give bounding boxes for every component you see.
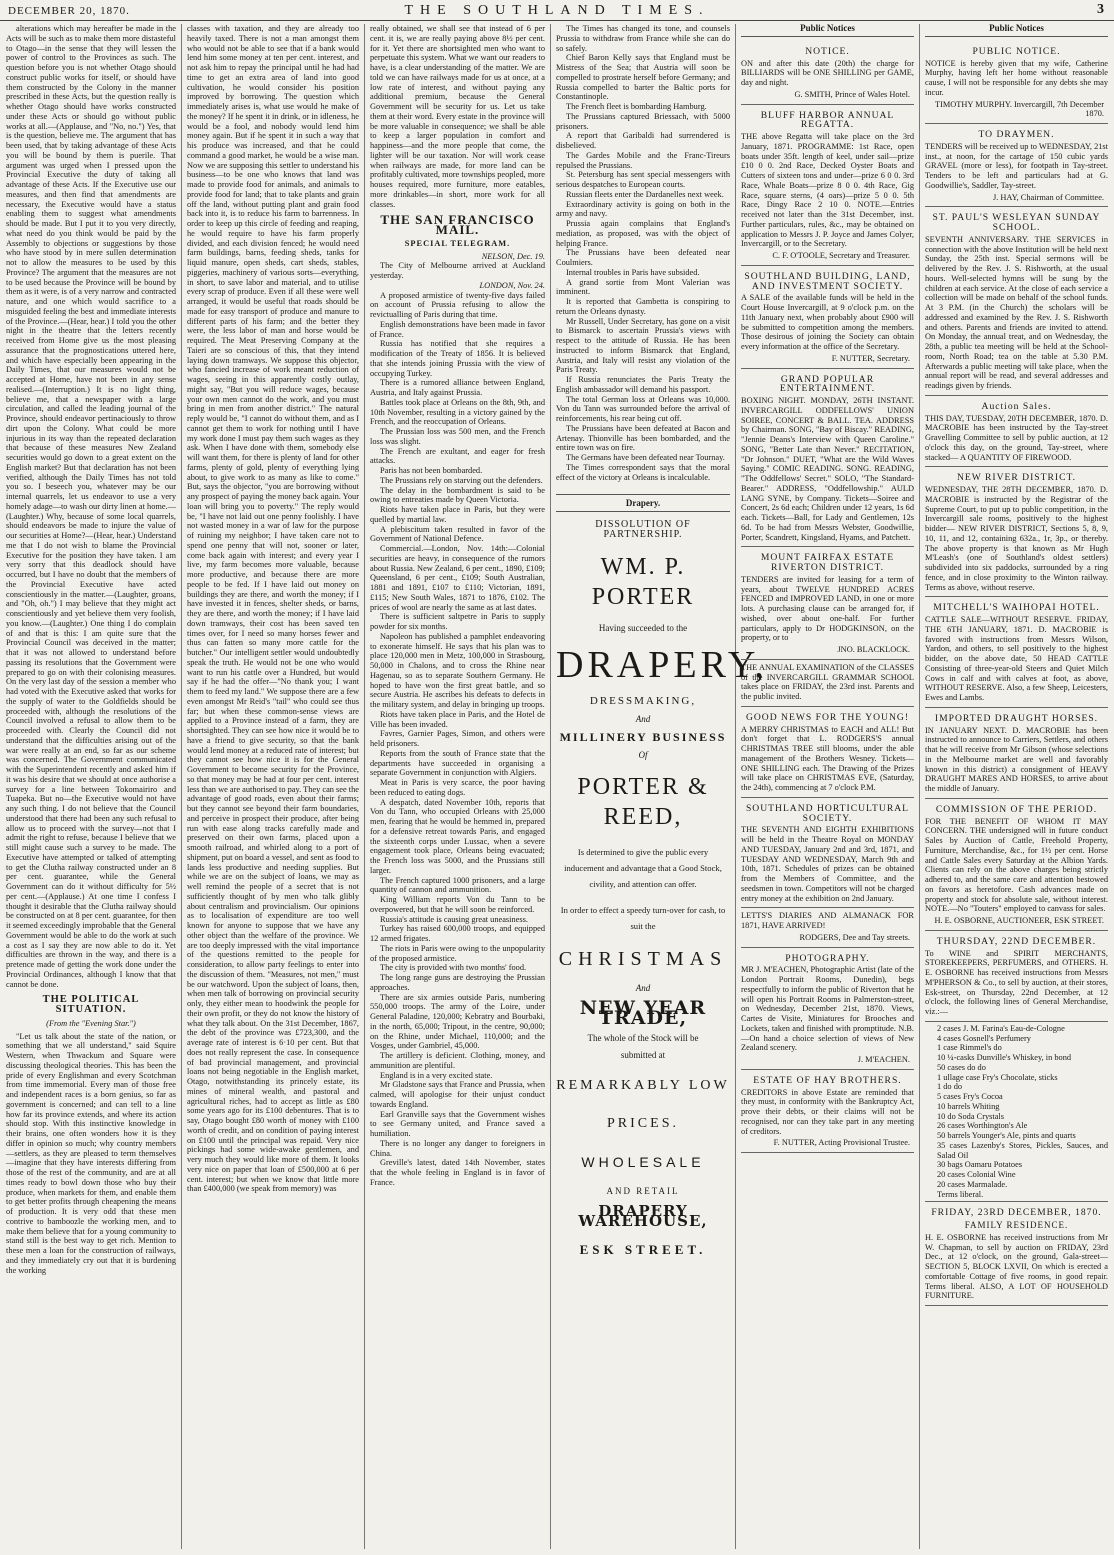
news-item: Riots have taken place in Paris, but they were quelled by martial law. xyxy=(370,505,545,524)
notice-ad xyxy=(925,708,1108,799)
news-item: Turkey has raised 600,000 troops, and equipped 12 armed frigates. xyxy=(370,924,545,943)
ad-text: Of xyxy=(638,749,648,760)
porter-reed: PORTER & REED, xyxy=(577,774,709,831)
notice-ad xyxy=(925,124,1108,207)
news-item: A report that Garibaldi had surrendered is disbelieved. xyxy=(556,131,730,150)
dissolution-notice: DISSOLUTION OF PARTNERSHIP. xyxy=(595,519,691,540)
notice-signature: TIMOTHY MURPHY. Invercargill, 7th December 1870. xyxy=(934,99,1104,119)
christmas-headline: CHRISTMAS xyxy=(558,948,728,971)
notice-signature: H. E. OSBORNE, AUCTIONEER, ESK STREET. xyxy=(934,916,1104,925)
notice-title: FRIDAY, 23RD DECEMBER, 1870. xyxy=(931,1207,1102,1219)
merchandise-item: 20 cases Marmalade. xyxy=(937,1179,1008,1189)
notices-list xyxy=(925,41,1108,1022)
telegram-subhead: SPECIAL TELEGRAM. xyxy=(404,238,511,248)
news-item: Earl Granville says that the Government wishes to see Germany united, and France saved a humiliation. xyxy=(370,1109,545,1138)
merchandise-item: 1 ullage case Fry's Chocolate, sticks xyxy=(937,1072,1058,1082)
notice-body: A SALE of the available funds will be held in the Court House Invercargill, at 9 o'clock p.m. on the 11th January next, when probably about £900 will be submitted to competition among the members. Those desirous of joining the Society can obtain every information at the office of the Secretary. xyxy=(741,293,914,351)
news-item: Extraordinary activity is going on both in the army and navy. xyxy=(556,199,730,219)
notice-body: TENDERS are invited for leasing for a term of years, about TWELVE HUNDRED ACRES FENCED and IMPROVED LAND, in one or more lots. A purchasing clause can be arranged for, if wished, over about one-half. For further particulars, apply to Dr HODGKINSON, on the property, or to xyxy=(741,574,914,643)
ad-text: The whole of the Stock will be xyxy=(587,1032,699,1043)
notice-ad xyxy=(741,41,914,105)
notice-title: MOUNT FAIRFAX ESTATE RIVERTON DISTRICT. xyxy=(760,552,895,573)
notice-ad xyxy=(925,597,1108,708)
ad-text: And xyxy=(635,714,651,724)
warehouse-headline: DRAPERY WAREHOUSE, xyxy=(578,1201,708,1230)
news-item: There is sufficient saltpetre in Paris to supply powder for six months. xyxy=(370,612,545,631)
notice-title: SOUTHLAND HORTICULTURAL SOCIETY. xyxy=(745,802,910,824)
article-paragraph: classes with taxation, and they are already too heavily taxed. There is not a man amongst them who would not be able to see that if a bank would lend him some money at ten per cent. interest, and not ask him to repay the principal until he had had time to get an extra area of land into good cultivation, he would consider his position improved by borrowing. The question which immediately arises is, what use would he make of the money? If he spent it in drink, or in idleness, he would be a fool, and nobody would lend him money again. But if he spent it in such a way that his produce was increased, and that he could command a good market, he would be a wise man. Now we are supposing this settler to understand his business—to be one who knows that land was made to provide food for animals, and animals to provide food for land; that to take plants and grain off the land, without putting plant and grain food back into it, is to reduce his farm to barrenness. In order to keep up this circle of feeding and reaping, he would require to have his farm properly divided, and each division fenced; he would need farm buildings, barns, feeding sheds, tanks for liquid manure, open sheds, cart sheds, stables, piggeries, machinery of various sorts—everything, in short, to save labor and material, and to utilise every scrap of produce. Even if all these were well arranged, it would be useful that roads should be made for easy transport of produce and manure to different parts of his farm; and the better they were, the less labor of man and horse would be required. The Meat Preserving Company at the Taieri are so conscious of this, that they intend laying down tramways. We suppose this objector, who fancied increase of work meant reduction of wages, seeing in this apparently costly outlay, might say, "But you will reduce wages, because your own men cannot do the work, and you must bring in men from another district." The natural reply would be, "I cannot do without them, and as I cannot get them to work for nothing until I have my work done I must pay them such wages as they ask. When I have done with them, somebody else will want them, for there is plenty of land for other farms, plenty of gold, plenty of everything lying about, to give work to as many as like to come." But, says the objector, "you are borrowing without any prospect of paying the money back again. Your loan will bring you to poverty." The reply would be, "I have not laid out one penny foolishly. I have not wasted money in a war of law for the purpose of ruining my neighbor; I have taken care not to spend one penny that will not, sooner or later, come back again with interest; and every year I live, my farm becomes more valuable, because more productive, and because there are more people to be fed. If I have laid out money on buildings they are there, and worth the money; if I have invested it in fences, shelter sheds, or barns, they are there, and worth the money; if I have laid down tramways, their cost has been saved ten times over, for I need so many horses fewer and thus can fatten so many more cattle for the butcher." Our intelligent settler would undoubtedly speak the truth. He would not be one who would want to run his cattle over a Hundred, but would say if he had the offer—"No thank you; I want them to feed my land." We suppose there are a few even amongst Mr Reid's "tail" who could see thus far; but when these common-sense views are applied to a Province instead of a farm, they are shortsighted. They can see how nice it would be to have a friend to give security, so that the bank would lend money at a reduced rate of interest; but they cannot see how nice it is for the General Government to become security for the Province, so that money may be had at four per cent. interest less than we are authorised to pay. They can see the advantage of good roads, even about their farms; but they cannot see beyond their farm boundaries, and perceive in prospect their produce, after being run with ease along tracks carefully made and preserved on their own farms, placed upon a smooth railroad, and whirled along to a port of shipment, put on board a vessel, and sent as food to lands less productive and needing supplies. But while we are on the subject of loans, we may as well remind the people of a secret that is not sufficiently thought of by men who talk glibly about centralism and provincialism. Our opinions as to localisation of expenditure are too well known for anyone to suppose that we have any other object than the welfare of the province. We are too deeply impressed with the vital importance of the questions remitted to the people for consideration, to allow party feelings to enter into the discussion of them. "Measures, not men," must be our watchword. Upon the subject of loans, then, when men talk of borrowing on provincial security only, they either mean to hoodwink the people for their own profit, or they do not know the history of what they talk about. On the 31st December, 1867, the debt of the province was £723,300, and the average rate of interest is 6·10 per cent. But that does not really represent the case. In consequence of bad provincial management, and provincial loans not being negotiable in the English market, Otago, notwithstanding its princely estate, its mines of mineral wealth, and pastoral and agricultural riches, had to accept as little as £80 some years ago for its £100 debentures. That is to say, Otago bought £80 worth of money with £100 worth of credit, and on condition of paying interest on £100 until the principal was repaid. Very nice pickings had some wide-awake gentlemen, and very much they would like more of them. It looks very nice on paper that loan of £500,000 at 6 per cent. interest; but when we know that little more than £400,000 (we speak from memory) was xyxy=(187,24,359,1194)
notice-body: CATTLE SALE—WITHOUT RESERVE. FRIDAY, THE 6TH JANUARY, 1871. D. MACROBIE is favored with instructions from Messrs Wilson, Yardon, and others, to sell positively to the highest bidder, on the above date, 50 HEAD CATTLE Consisting of three-year-old Steers and Quiet Milch Cows in calf and with calves at foot, as above, WITHOUT RESERVE. Also, a few Sheep, Leicesters, Ewes and Lambs. xyxy=(925,615,1108,702)
ad-text: REMARKABLY LOW xyxy=(556,1078,730,1093)
column-6 xyxy=(925,24,1108,1549)
notice-body: SEVENTH ANNIVERSARY. THE SERVICES in connection with the above Institution will be held next Sunday, the 25th inst. Special sermons will be delivered by the Rev. J. S. Rishworth, at the usual hours. Well-selected hymns will be sung by the children at each service. At the close of each service a collection will be made on behalf of the school funds. At 3 P.M. (in the Church) the scholars will be addressed and examined by the Rev. J. S. Rishworth and others. Parents and friends are invited to attend. On Monday, the annual treat, and on Wednesday, the 28th, a public tea meeting will be held at the School-room, North Road; tea on the table at 5.30 P.M. Afterwards a public meeting will take place, when the annual report will be read, and several addresses and readings given by friends. xyxy=(925,234,1108,390)
merchandise-item: 35 cases Lazenby's Stores, Pickles, Sauces, and Salad Oil xyxy=(937,1140,1108,1160)
notice-title: THURSDAY, 22ND DECEMBER. xyxy=(936,935,1097,947)
news-item: The total German loss at Orleans was 10,000. Von du Tann was surrounded before the arrival of reinforcements, his rear being cut off. xyxy=(556,394,730,423)
notice-title: ESTATE OF HAY BROTHERS. xyxy=(753,1074,902,1086)
notice-ad xyxy=(741,707,914,798)
news-item: There is a rumored alliance between England, Austria, and Italy against Prussia. xyxy=(370,378,545,397)
notices-list xyxy=(741,41,914,1153)
notice-signature: G. SMITH, Prince of Wales Hotel. xyxy=(794,89,910,99)
news-item: The Times correspondent says that the moral effect of the victory at Orleans is incalculable. xyxy=(556,462,730,482)
notice-body: A MERRY CHRISTMAS to EACH and ALL! But don't forget that L. RODGERS'S annual CHRISTMAS TREE still blooms, under the able management of the Brothers Wesney. Tickets—ONE SHILLING each. The Drawing of the Prizes will take place on CHRISTMAS EVE, (Saturday, the 24th), commencing at 7 o'clock P.M. xyxy=(741,724,914,792)
notice-title: NOTICE. xyxy=(805,45,850,57)
merchandise-item: 20 cases Colonial Wine xyxy=(937,1170,1016,1179)
section-header: Drapery. xyxy=(556,494,730,512)
news-item: Russia has notified that she requires a modification of the Treaty of 1856. It is believed that she intends joining Prussia with the view of occupying Turkey. xyxy=(370,339,545,378)
notice-signature: C. F. O'TOOLE, Secretary and Treasurer. xyxy=(772,251,910,260)
column-4 xyxy=(556,24,768,1549)
section-header: Public Notices xyxy=(925,24,1108,37)
notice-body: THE SEVENTH AND EIGHTH EXHIBITIONS will be held in the Theatre Royal on MONDAY AND TUESDAY, January 2nd and 3rd, 1871, and TUESDAY AND WEDNESDAY, March 9th and 10th, 1871. Schedules of prizes can be obtained from the Members of Committee, and the seedsmen in town. Competitors will not be charged entry money at the exhibition on 2nd January. xyxy=(741,825,914,903)
news-item: The French fleet is bombarding Hamburg. xyxy=(566,102,707,111)
notice-title: IMPORTED DRAUGHT HORSES. xyxy=(934,712,1099,724)
news-item: A grand sortie from Mont Valerian was imminent. xyxy=(556,277,730,297)
column-5 xyxy=(741,24,914,1549)
news-item: Riots have taken place in Paris, and the Hotel de Ville has been invaded. xyxy=(370,709,545,729)
notice-body: WEDNESDAY, THE 28TH DECEMBER, 1870. D. MACROBIE is instructed by the Registrar of the Supreme Court, to put up to public competition, in the Invercargill sale rooms, positively to the highest bidder— NEW RIVER DISTRICT, Sections 5, 8, 9, 10, 11, and 12, containing 632a., 1r, 3p., or thereby. The above property is that known as Mr Hugh M'Leash's (one of Southland's oldest settlers) subdivided into six paddocks, surrounded by a ring fence, and in close proximity to the Winton railway. Terms as above, without reserve. xyxy=(925,485,1108,592)
notice-ad xyxy=(741,105,914,266)
news-item: The artillery is deficient. Clothing, money, and ammunition are plentiful. xyxy=(370,1051,545,1070)
news-item: There is no longer any danger to foreigners in China. xyxy=(370,1138,545,1158)
merchandise-item: 30 bags Oamaru Potatoes xyxy=(937,1160,1023,1170)
notice-title: NEW RIVER DISTRICT. xyxy=(956,472,1077,484)
news-item: The City of Melbourne arrived at Auckland yesterday. xyxy=(370,261,545,280)
news-item: The Germans have been defeated near Tournay. xyxy=(566,453,725,462)
notice-title: SOUTHLAND BUILDING, LAND, AND INVESTMENT SOCIETY. xyxy=(744,270,911,292)
ad-text: WHOLESALE xyxy=(581,1154,705,1170)
news-item: A proposed armistice of twenty-five days failed on account of Prussia refusing to allow the revictualling of Paris during that time. xyxy=(370,290,545,319)
newspaper-title: THE SOUTHLAND TIMES. xyxy=(404,3,710,18)
notice-body: TENDERS will be received up to WEDNESDAY, 21st inst., at noon, for the cartage of 150 cubic yards GRAVEL (more or less), for footpath in Tay-street. Tenders to be left and particulars had at G. Goodwillie's, Saddler, Tay-street. xyxy=(925,141,1108,190)
article-paragraph: "Let us talk about the state of the nation, or something that we all understand," said Squire Western, when Thwackum and Square were discussing theological theories. This has been the pride of every Englishman and every Scotchman from time immemorial. Every man of those free and independent races is a born genius, so far as government is concerned; and can tell to a line how far its province extends, and where its action should stop. With this instinctive knowledge in their brains, one often wonders how it is they differ in opinion so much; why country members—settlers, as they are pleased to term themselves—imagine that they have interests differing from those of the rest of the community, and are at all times ready to bowl down those who buy their produce, when markets for them, and enable them to get better profits through cheapening the means of production. It is very odd that these men contrive to bamboozle the working men, and to make them believe that for a young community to stand still is the best way to get rich. Mention to these men a loan for the construction of railways, and they immediately cry out that it is burdening the working xyxy=(6,1031,176,1275)
news-list xyxy=(370,291,545,1188)
masthead xyxy=(0,0,1114,21)
page-number: 3 xyxy=(1097,2,1104,17)
notice-body: FOR THE BENEFIT OF WHOM IT MAY CONCERN. THE undersigned will in future conduct Sales by Auction of Cattle, Freehold Property, Furniture, Merchandise, &c., for 1½ per cent. Horse and Cattle Sales every Saturday at the Albion Yards. Clients can rely on the above charges being strictly adhered to, and the same care and attention bestowed on favors as heretofore. Cash advances made on property and stock for absolute sale, without interest. NOTE.—No "Touters" employed to canvass for sales. xyxy=(925,816,1108,914)
article-source: (From the "Evening Star.") xyxy=(46,1018,136,1028)
notice-body: THIS DAY, TUESDAY, 20TH DECEMBER, 1870. D. MACROBIE has been instructed by the Tay-street Gravelling Committee to sell by public auction, at 12 o'clock this day, on the ground, Tay-street, where stacked— A QUANTITY OF FIREWOOD. xyxy=(925,413,1108,462)
news-item: A despatch, dated November 10th, reports that Von du Tann, who occupied Orleans with 25,000 men, fearing that he would be hemmed in, prepared for a defensive retreat towards Paris, and engaged the sixteenth corps under Lussac, when a severe engagement took place, Orleans being evacuated; the French loss was 5000, and the Prussians still larger. xyxy=(370,797,545,875)
notice-title: PHOTOGRAPHY. xyxy=(785,952,870,964)
notice-body: THE ANNUAL EXAMINATION of the CLASSES of the INVERCARGILL GRAMMAR SCHOOL takes place on FRIDAY, the 23rd inst. Parents and the public invited. xyxy=(741,662,914,701)
drapery-headline: DRAPERY, xyxy=(556,644,768,687)
news-item: The Prussians have been defeated near Coulmiers. xyxy=(556,248,730,267)
notice-title: GOOD NEWS FOR THE YOUNG! xyxy=(745,711,910,723)
merchandise-item: 10 do Soda Crystals xyxy=(937,1111,1004,1121)
merchandise-item: Terms liberal. xyxy=(937,1189,984,1199)
notice-ad xyxy=(925,396,1108,468)
notice-body: MR J. M'EACHEN, Photographic Artist (late of the London Portrait Rooms, Dunedin), begs respectfully to inform the public of Riverton that he will open his Portrait Rooms in Palmerston-street, on Wednesday, December 21st, 1870. Views, Cartes de Visite, Miniatures for Brooches and Lockets, taken and finished with promptitude. N.B.—On hand a choice selection of views of New Zealand scenery. xyxy=(741,965,914,1053)
ad-text: AND RETAIL xyxy=(606,1186,680,1196)
news-item: A plebiscitum taken resulted in favor of the Government of National Defence. xyxy=(370,524,545,544)
column-2 xyxy=(187,24,359,1549)
news-item: The city is provided with two months' food. xyxy=(380,963,527,973)
news-item: Mr Russell, Under Secretary, has gone on a visit to Bismarck to ascertain Prussia's views with respect to the attitude of Russia. He has been instructed to inform Bismarck that England, Austria, and Italy will resist any violation of the Paris Treaty. xyxy=(556,316,730,375)
news-item: King William reports Von du Tann to be overpowered, but that he will soon be reinforced. xyxy=(370,895,545,914)
merchandise-item: 10 barrels Whiting xyxy=(937,1101,1000,1111)
notice-body: LETTS'S DIARIES AND ALMANACK FOR 1871, HAVE ARRIVED! xyxy=(741,911,914,930)
notice-ad xyxy=(741,266,914,369)
column-rule xyxy=(181,24,182,1549)
news-item: The long range guns are destroying the Prussian approaches. xyxy=(370,973,545,992)
notice-ad xyxy=(925,207,1108,396)
ad-text: Having succeeded to the xyxy=(598,622,688,633)
ad-text: Is determined to give the public every inducement and advantage that a Good Stock, civility, and attention can offer. xyxy=(564,847,722,890)
notice-title: TO DRAYMEN. xyxy=(978,129,1055,140)
news-item: The Prussian loss was 500 men, and the French loss was slight. xyxy=(370,427,545,446)
notice-ad xyxy=(741,948,914,1070)
news-item: The Times has changed its tone, and counsels Prussia to withdraw from France while she can do so safely. xyxy=(556,24,730,53)
mail-heading: THE SAN FRANCISCO MAIL. xyxy=(380,212,535,237)
column-rule xyxy=(735,24,736,1549)
column-rule xyxy=(919,24,920,1549)
notice-signature: J. HAY, Chairman of Committee. xyxy=(992,192,1104,202)
ad-text: DRESSMAKING, xyxy=(589,695,697,708)
notice-ad xyxy=(741,547,914,660)
news-item: Prussia again complains that England's mediation, as proposed, was with the object of helping France. xyxy=(556,219,730,248)
notice-body: NOTICE is hereby given that my wife, Catherine Murphy, having left her home without reasonable cause, I will not be responsible for any debts she may incur. xyxy=(925,58,1108,97)
firm-name: WM. P. PORTER xyxy=(591,553,695,610)
news-item: The Prussians captured Briessach, with 5000 prisoners. xyxy=(556,111,730,131)
notice-ad xyxy=(925,41,1108,124)
news-item: Mr Gladstone says that France and Prussia, when calmed, will apologise for their unjust conduct towards England. xyxy=(370,1080,545,1109)
ad-text: In order to effect a speedy turn-over for cash, to suit the xyxy=(560,905,726,932)
notice-ad xyxy=(741,908,914,947)
notice-body: THE above Regatta will take place on the 3rd January, 1871. PROGRAMME: 1st Race, open boats under 35ft. length of keel, under sail—prize £10 0 0. 2nd Race, Decked Oyster Boats and Cutters of sixteen tons and under—prize 6 0 0. 3rd Race, Whale Boats—prize 8 0 0. 4th Race, Gig Race, square sterns, (4 oars)—prize 5 0 0. 5th Race, Dingy Race 2 10 0. NOTE.—Entries received not later than the 31st December, inst. Further particulars, rules, &c., may be obtained on application to Messrs J. P. Joyce and James Colyer, Invercargill, or to the Secretary. xyxy=(741,132,914,249)
ad-text: MILLINERY BUSINESS xyxy=(559,729,727,744)
news-item: Reports from the south of France state that the departments have succeeded in organising a separate Government in conjunction with Algiers. xyxy=(370,748,545,778)
notice-body: BOXING NIGHT. MONDAY, 26TH INSTANT. INVERCARGILL ODDFELLOWS' UNION SOIREE, CONCERT & BALL. TEA. ADDRESS by Chairman. SONG, "Bay of Biscay." READING, "Jennie Deans's Interview with Queen Caroline." SONG, "Better Late than Never." RECITATION, "Dr Johnson." DUET, "What are the Wild Waves Saying." COMIC READING. SONG. READING, "The Oddfellows' Secret." SOLO, "The Standard-Bearer." ADDRESS, "Oddfellowship." AULD LANG SYNE, by Company. Tickets—Soiree and Concert, 2s 6d each; Children under 12 years, 1s 6d each. Tickets—Ball, for Lady and Gentlemen, 12s 6d. To be had from Messrs Webster, Goodwillie, Porter, Scandrett, Kingsland, Hyams, and Patchett. xyxy=(741,396,914,542)
column-rule xyxy=(364,24,365,1549)
notice-ad xyxy=(925,467,1108,597)
notice-signature: RODGERS, Dee and Tay streets. xyxy=(799,932,910,942)
section-header: Public Notices xyxy=(741,24,914,37)
notice-body: IN JANUARY NEXT. D. MACROBIE has been instructed to announce to Carriers, Settlers, and others that he will receive from Mr Gibson (whose selections in the Melbourne market are well and favorably known in this district) a consignment of HEAVY DRAUGHT MARES AND HORSES, to arrive about the middle of January. xyxy=(925,725,1108,793)
news-item: English demonstrations have been made in favor of France. xyxy=(370,319,545,339)
news-item: The Prussians rely on starving out the defenders. xyxy=(380,475,543,485)
merchandise-item: 10 ¼-casks Dunville's Whiskey, in bond xyxy=(937,1053,1072,1062)
merchandise-item: 50 cases do do xyxy=(937,1062,986,1072)
notice-signature: F. NUTTER, Acting Provisional Trustee. xyxy=(773,1138,910,1148)
notice-body: H. E. OSBORNE has received instructions from Mr W. Chapman, to sell by auction on FRIDAY, 23rd Dec., at 12 o'clock, on the ground, Gala-street— SECTION 5, BLOCK LXVII, On which is erected a comfortable Cottage of five rooms, in good repair. Terms liberal. ALSO, A LOT OF HOUSEHOLD FURNITURE. xyxy=(925,1232,1108,1301)
article-heading: THE POLITICAL SITUATION. xyxy=(42,994,140,1015)
news-item: Napoleon has published a pamphlet endeavoring to exonerate himself. He says that his plan was to place 120,000 men in Metz, 100,000 in Strasbourg, 50,000 in Chalons, and to cross the Rhine near Hagenau, so as to separate Southern Germany. He hoped to have won the first great battle, and so secure Austria. He ascribes his defeats to defects in the military system, and delay in bringing up troops. xyxy=(370,631,545,709)
notice-ad xyxy=(925,931,1108,1022)
notice-body: To WINE and SPIRIT MERCHANTS, STOREKEEPERS, PERFUMERS, and OTHERS. H. E. OSBORNE has received instructions from Messrs M'PHERSON & Co., to sell by auction, at their stores, Esk-street, on Thursday, 22nd December, at 12 o'clock, the following lines of General Merchandise, viz.:— xyxy=(925,948,1108,1016)
merchandise-item: 50 barrels Younger's Ale, pints and quarts xyxy=(937,1131,1076,1140)
news-item: Paris has not been bombarded. xyxy=(380,466,483,475)
news-item: The French are exultant, and eager for fresh attacks. xyxy=(370,446,545,466)
notice-title: COMMISSION OF THE PERIOD. xyxy=(935,803,1098,815)
news-item: Chief Baron Kelly says that England must be Mistress of the Sea; that Austria will soon be compelled to prostrate herself before Germany; and Russia compelled to barter the Baltic ports for Constantinople. xyxy=(556,53,730,102)
news-list xyxy=(556,24,730,482)
issue-date: DECEMBER 20, 1870. xyxy=(8,5,130,17)
news-item: If Russia renunciates the Paris Treaty the English ambassador will demand his passport. xyxy=(556,375,730,394)
ad-text: submitted at xyxy=(620,1050,666,1061)
new-year-trade: NEW YEAR TRADE, xyxy=(579,997,707,1029)
notice-title: PUBLIC NOTICE. xyxy=(972,45,1061,57)
news-item: Commercial.—London, Nov. 14th:—Colonial securities are heavy, in consequence of the rumors about Russia. New Zealand, 6 per cent., 1890, £109; Queensland, 6 per cent., £109; South Australian, 1881 and 1891, £107 to £110; Victorian, 1891, £115; New South Wales, 1871 to 1876, £102. The prices of wool are nearly the same as at last dates. xyxy=(370,544,545,612)
news-item: Russian fleets enter the Dardanelles next week. xyxy=(566,189,724,199)
notice-title: Auction Sales. xyxy=(981,400,1052,412)
merchandise-item: 2 cases J. M. Farina's Eau-de-Cologne xyxy=(937,1023,1065,1033)
news-item: The Gardes Mobile and the Franc-Tireurs repulsed the Prussians. xyxy=(556,150,730,170)
news-item: The French captured 1000 prisoners, and a large quantity of cannon and ammunition. xyxy=(370,875,545,895)
notice-body: CREDITORS in above Estate are reminded that they must, in conformity with the Bankruptcy Act, prove their debts, or their claims will not be recognised, nor can they take part in any meeting of creditors. xyxy=(741,1087,914,1136)
news-item: Favres, Garnier Pages, Simon, and others were held prisoners. xyxy=(370,729,545,748)
merchandise-list xyxy=(925,1024,1108,1200)
merchandise-item: 5 cases Fry's Cocoa xyxy=(937,1092,1003,1101)
news-item: Battles took place at Orleans on the 8th, 9th, and 10th November, resulting in a victory gained by the French, and the reoccupation of Orleans. xyxy=(370,397,545,427)
notice-ad xyxy=(741,1070,914,1153)
news-item: There are six armies outside Paris, numbering 550,000 troops. The army of the Loire, under General Paladine, 120,000; Kebratry and Bourbaki, in the north, 65,000; Tripout, in the centre, 90,000; on the Rhine, under Michael, 110,000; and the Vosges, under Gambriel, 45,000. xyxy=(370,992,545,1051)
column-1 xyxy=(6,24,176,1549)
notice-subtitle: FAMILY RESIDENCE. xyxy=(964,1220,1069,1230)
news-item: Russia's attitude is causing great uneasiness. xyxy=(380,914,528,924)
merchandise-item: 1 case Rimmel's do xyxy=(937,1043,1002,1053)
article-paragraph: alterations which may hereafter be made in the Acts will be such as to make them more distasteful to Otago—in the sense that they will lessen the power of control to the Provinces as such. The question before you is not whether Otago should construct public works for itself, or should have them constructed by the Colony in the manner prescribed in these Acts, but the question really is whether Otago should have works constructed under these Acts or should go without public works at all.—(Applause, and "No, no.") Yes, that is the question, believe me. The argument that has been used, that by taking advantage of these Acts you will be bound by them is puerile. That argument was urged when I pressed upon the Provincial Executive the duty of taking all advantage of these Acts. If the Executive use our measures, and then find that amendments are necessary, the Executive would have a status enabling them to suggest what amendments should be made. But I put it to you very directly, what need do you think would be paid by the Assembly to objections or suggestions by those who have stood by in mere sullen determination not to allow the measures to be used by this Province? The argument that the measures are not to be used because the Province will be bound by them as it were, is of a very narrow and contracted nature, and one which would sacrifice to a misguided feeling the best and immediate interests of the Province.—(Hear, hear.) I told you the other night in the theatre that the letters recently received from Home give us the most pleasing assurance that the prognostications uttered here, and which have especially been appearing in the Daily Times, that our measures would not be accepted at Home, have not been in any sense realised.—(Interruption.) It is no light thing, believe me, that a newspaper with a large circulation, and called the leading journal of the Province, should endeavor pertinaciously to throw dirt upon the Colony. What could be more injurious in its way than the repeated declaration that because of these measures New Zealand securities would go down to a great extent on the English market? But that declaration has not been verified, although the Daily Times has not told you so. I beseech you, whatever may be our internal quarrels, let us endeavor to use a very homely adage—to wash our dirty linen at home.—(Laughter.) Why, because of some local quarrels, should endeavors be made to injure the value of our securities at Home?—(Hear, hear.) Understand me that I do not wish to blame the Provincial Executive for the position they have taken. I am very sorry that this deadlock should have occurred, but I have no doubt that the members of the Provincial Executive have acted conscientiously in the matter.—(Laughter, groans, and "Oh, oh.") I may believe that they might act conscientiously and yet believe them very foolish, you know.—(Laughter.) One thing I do complain of and that is this: I am quite sure that the Provincial Council was deceived in the matter; that it was not allowed to understand before passing its resolutions that the Government were prepared to go on with their colonising measures. On the very last day of the session a member who had voted with the Executive asked that works for the supply of water to the Goldfields should be proceeded with, although the resolutions of the Council involved a refusal to allow them to be proceeded with. Clearly the Council did not understand that the difficulties arising out of the war were really at an end, so far as our scheme was concerned. The Government communicated with the Superintendent recently and asked him if it was his desire that we should at once authorise a survey for a line between Tokomairiro and Tuapeka. But no—the Executive would not have any such thing. I do not believe that the Council understood that there had been any such refusal to allow us to proceed with the survey—not that I admit the right to refuse, because I believe that we still might cause such a survey to be made. The Executive have attempted or talked of attempting to get the Clutha railway constructed under an 8 per cent. guarantee, while the General Government can do it without difficulty for 5½ per cent.—(Applause.) At one time I confess I thought it desirable that the Clutha railway should be constructed on at 8 per cent. guarantee, for then it seemed exceedingly improbable that the General Government would be able to do the work at such a cost as I say they are now able to do it. Yet difficulties are thrown in the way, and there is a pretence made of getting the work done under the Provincial Ordinances, although I know that that cannot be done. xyxy=(6,24,176,989)
ad-text: And xyxy=(635,983,651,994)
notice-signature: J. M'EACHEN. xyxy=(857,1055,910,1064)
notice-ad xyxy=(741,660,914,707)
notice-title: BLUFF HARBOR ANNUAL REGATTA. xyxy=(760,109,895,131)
notice-ad xyxy=(925,1201,1108,1306)
notice-body: ON and after this date (20th) the charge for BILLIARDS will be ONE SHILLING per GAME, day and night. xyxy=(741,58,914,87)
dateline: NELSON, Dec. 19. xyxy=(481,251,545,261)
news-item: It is reported that Gambetta is conspiring to return the Orleans dynasty. xyxy=(556,297,730,316)
merchandise-item: 26 cases Worthington's Ale xyxy=(937,1121,1028,1131)
news-item: Greville's latest, dated 14th November, states that the whole feeling in England is in favor of France. xyxy=(370,1158,545,1187)
news-item: Internal troubles in Paris have subsided. xyxy=(566,267,700,277)
column-3 xyxy=(370,24,545,1549)
notice-title: MITCHELL'S WAIHOPAI HOTEL. xyxy=(933,602,1100,614)
article-paragraph: really obtained, we shall see that instead of 6 per cent. it is, we are really paying above 8½ per cent. for it. Yet there are shortsighted men who want to perpetuate this system. What we want our readers to have, is a clear understanding of the matter. We are told we can have railways made for us at once, at a low rate of interest, and without paying any additional premium, because the General Government will be security for us. Let us take them at their word. Every estate in the province will be more valuable in consequence; we shall be able to keep a larger population in comfort and happiness—and the more people that come, the lighter will be our taxation. Nor will work cease when railways are made, for more land can be profitably cultivated, more townships peopled, more houses required, more furniture, more eatables, more drinkables—in short, more work for all classes. xyxy=(370,24,545,209)
news-item: The riots in Paris were owing to the unpopularity of the proposed armistice. xyxy=(370,943,545,963)
ad-text: PRICES. xyxy=(607,1116,679,1131)
dateline: LONDON, Nov. 24. xyxy=(479,280,545,290)
news-item: The Prussians have been defeated at Bacon and Artenay. Thionville has been bombarded, and the entire town was on fire. xyxy=(556,423,730,453)
notice-ad xyxy=(741,798,914,909)
notice-title: ST. PAUL'S WESLEYAN SUNDAY SCHOOL. xyxy=(932,212,1101,233)
column-rule xyxy=(550,24,551,1549)
news-item: England is in a very excited state. xyxy=(380,1070,493,1080)
news-item: St. Petersburg has sent special messengers with serious despatches to European courts. xyxy=(556,170,730,189)
notice-signature: F. NUTTER, Secretary. xyxy=(831,353,910,363)
notice-signature: JNO. BLACKLOCK. xyxy=(837,645,910,654)
merchandise-item: 4 cases Gosnell's Perfumery xyxy=(937,1033,1031,1043)
merchandise-item: 1 do do xyxy=(937,1082,963,1092)
news-item: Meat in Paris is very scarce, the poor having been reduced to eating dogs. xyxy=(370,778,545,797)
esk-street: ESK STREET. xyxy=(579,1242,707,1258)
notice-title: GRAND POPULAR ENTERTAINMENT. xyxy=(779,373,876,395)
notice-ad xyxy=(741,369,914,548)
notice-ad xyxy=(925,799,1108,931)
news-item: The delay in the bombardment is said to be owing to entreaties made by Queen Victoria. xyxy=(370,485,545,505)
